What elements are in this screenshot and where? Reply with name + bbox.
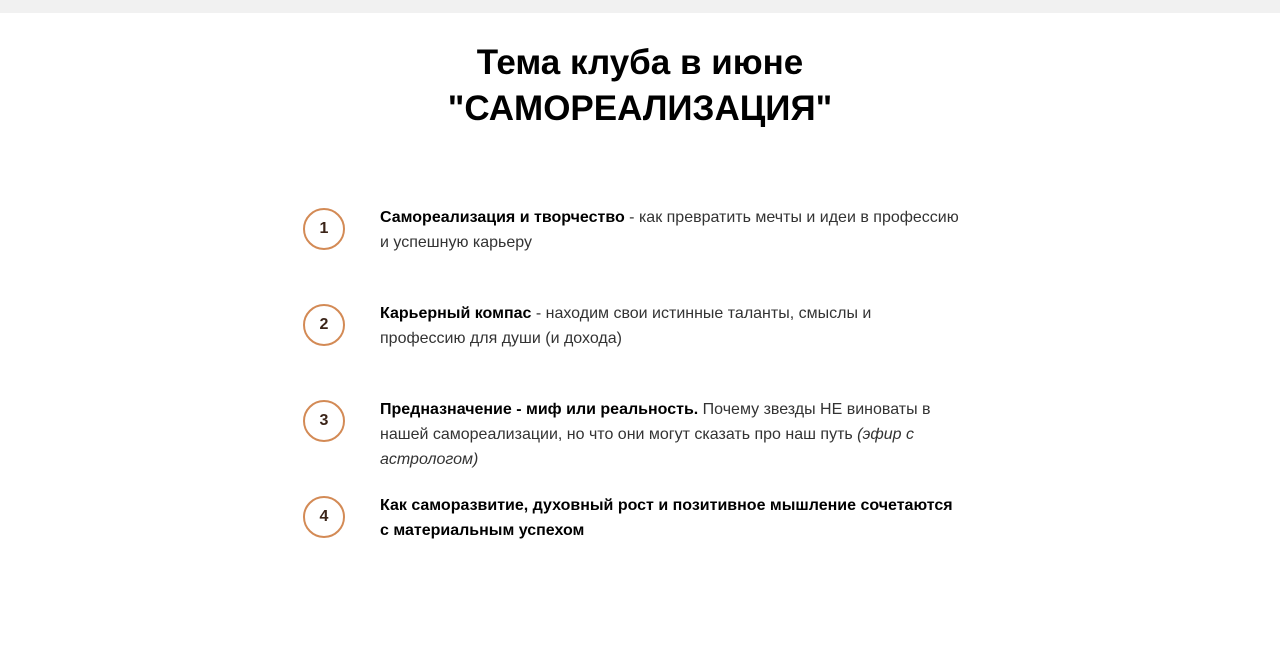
list-item-heading: Предназначение - миф или реальность. bbox=[380, 401, 699, 418]
list-item-text bbox=[380, 493, 960, 543]
list-item-note: (эфир с астрологом) bbox=[380, 426, 914, 468]
list-item-description: - как превратить мечты и идеи в профессию и успешную карьеру bbox=[380, 209, 959, 251]
list-item-heading: Карьерный компас bbox=[380, 305, 532, 322]
number-badge: 1 bbox=[303, 208, 345, 250]
page-title bbox=[0, 40, 1280, 132]
number-badge: 3 bbox=[303, 400, 345, 442]
number-badge: 2 bbox=[303, 304, 345, 346]
list-item-text bbox=[380, 301, 960, 351]
list-item-heading: Самореализация и творчество bbox=[380, 209, 625, 226]
browser-top-strip bbox=[0, 0, 1280, 13]
list-item-text bbox=[380, 397, 960, 472]
list-item-description: - находим свои истинные таланты, смыслы и профессию для души (и дохода) bbox=[380, 305, 872, 347]
list-item-text bbox=[380, 205, 960, 255]
page-title-line-2: "САМОРЕАЛИЗАЦИЯ" bbox=[447, 89, 833, 128]
page-title-line-1: Тема клуба в июне bbox=[476, 43, 804, 82]
list-item-description: Почему звезды НЕ виноваты в нашей самореализации, но что они могут сказать про наш путь bbox=[380, 401, 931, 443]
list-item-heading: Как саморазвитие, духовный рост и позитивное мышление сочетаются с материальным успехом bbox=[380, 497, 953, 539]
number-badge: 4 bbox=[303, 496, 345, 538]
